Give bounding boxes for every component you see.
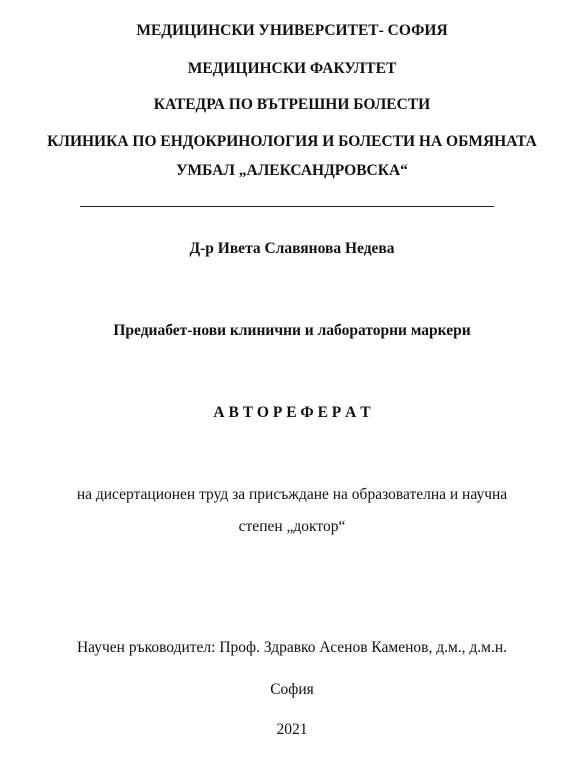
- year: 2021: [276, 721, 308, 738]
- header-divider: [80, 206, 494, 207]
- supervisor: Научен ръководител: Проф. Здравко Асенов Каменов, д.м., д.м.н.: [76, 639, 508, 656]
- department-name: КАТЕДРА ПО ВЪТРЕШНИ БОЛЕСТИ: [153, 96, 431, 113]
- thesis-title: Предиабет-нови клинични и лабораторни маркери: [113, 322, 471, 339]
- purpose-line-1: на дисертационен труд за присъждане на образователна и научна: [76, 486, 508, 503]
- clinic-name: КЛИНИКА ПО ЕНДОКРИНОЛОГИЯ И БОЛЕСТИ НА ОБМЯНАТА: [47, 133, 537, 150]
- hospital-name: УМБАЛ „АЛЕКСАНДРОВСКА“: [176, 162, 408, 179]
- city: София: [270, 681, 314, 698]
- document-type: А В Т О Р Е Ф Е Р А Т: [213, 404, 371, 421]
- university-name: МЕДИЦИНСКИ УНИВЕРСИТЕТ- СОФИЯ: [136, 22, 448, 39]
- faculty-name: МЕДИЦИНСКИ ФАКУЛТЕТ: [187, 60, 397, 77]
- author-name: Д-р Ивета Славянова Недева: [189, 240, 395, 257]
- purpose-line-2: степен „доктор“: [238, 518, 346, 535]
